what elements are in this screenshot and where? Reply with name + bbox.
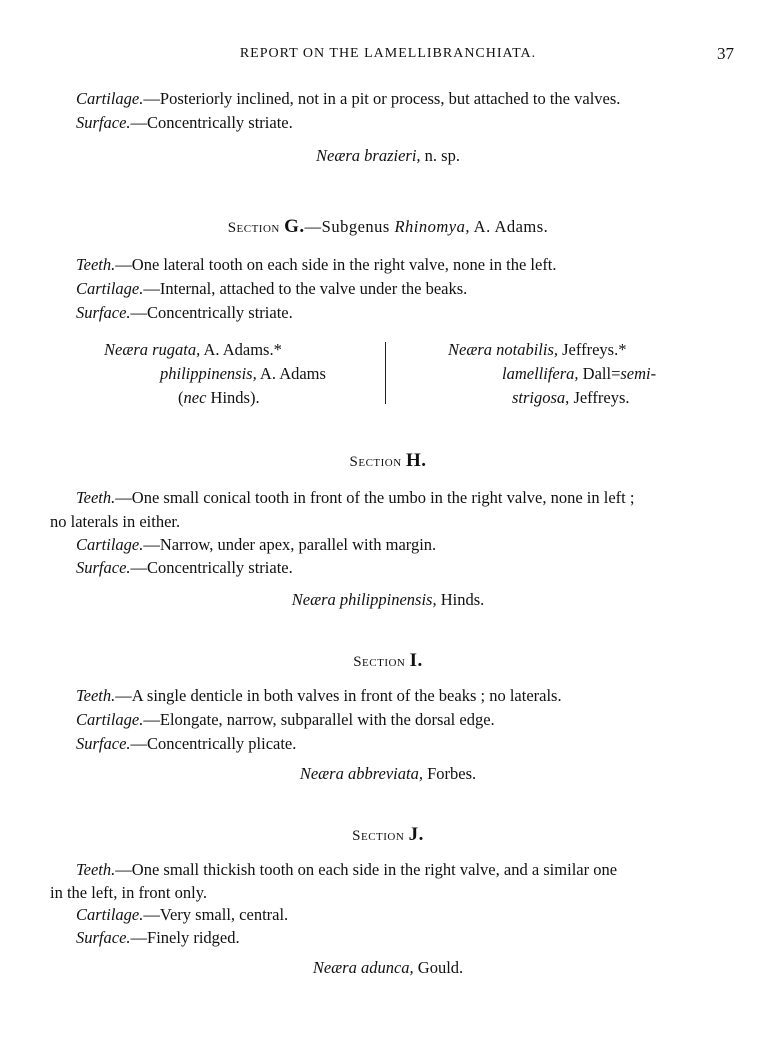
species-author: Gould. xyxy=(413,958,464,977)
species-name: Neæra abbreviata, xyxy=(299,764,423,783)
cartilage-label: Cartilage. xyxy=(76,89,144,108)
species-entry xyxy=(178,388,260,408)
species-author: A. Adams.* xyxy=(200,340,282,359)
surface-text: —Concentrically striate. xyxy=(130,303,293,322)
species-name: Neæra rugata, xyxy=(104,340,201,359)
species-entry xyxy=(512,388,630,408)
surface-text: —Concentrically plicate. xyxy=(130,734,297,753)
teeth-line xyxy=(76,488,634,508)
surface-label: Surface. xyxy=(76,558,131,577)
subgenus-name: Rhinomya, xyxy=(394,217,470,236)
species-name: lamellifera, xyxy=(502,364,579,383)
cartilage-line xyxy=(76,89,620,109)
surface-label: Surface. xyxy=(76,734,131,753)
surface-text: —Finely ridged. xyxy=(130,928,240,947)
species-entry xyxy=(160,364,326,384)
species-line xyxy=(0,958,776,978)
teeth-label: Teeth. xyxy=(76,686,116,705)
surface-line xyxy=(76,928,240,948)
nec-word: nec xyxy=(183,388,207,407)
cartilage-label: Cartilage. xyxy=(76,905,144,924)
section-letter: G. xyxy=(284,216,305,237)
section-letter: J. xyxy=(408,824,424,845)
cartilage-label: Cartilage. xyxy=(76,279,144,298)
cartilage-text: —Internal, attached to the valve under the beaks. xyxy=(143,279,468,298)
paren: ( xyxy=(178,388,184,407)
surface-line xyxy=(76,558,293,578)
column-divider xyxy=(385,342,386,404)
species-line xyxy=(0,590,776,610)
section-label: Section xyxy=(349,454,402,470)
surface-label: Surface. xyxy=(76,303,131,322)
species-name: Neæra adunca, xyxy=(312,958,414,977)
species-name: Neæra notabilis, xyxy=(448,340,559,359)
species-name: Neæra philippinensis, xyxy=(291,590,437,609)
teeth-label: Teeth. xyxy=(76,255,116,274)
teeth-label: Teeth. xyxy=(76,488,116,507)
surface-line xyxy=(76,113,293,133)
section-i-heading xyxy=(0,650,776,672)
species-name: strigosa, xyxy=(512,388,570,407)
section-label: Section xyxy=(353,654,406,670)
section-g-heading xyxy=(0,216,776,238)
teeth-text: —A single denticle in both valves in front of the beaks ; no laterals. xyxy=(115,686,562,705)
teeth-label: Teeth. xyxy=(76,860,116,879)
species-entry xyxy=(448,340,626,360)
surface-text: —Concentrically striate. xyxy=(130,113,293,132)
teeth-text: —One small thickish tooth on each side in the right valve, and a similar one xyxy=(115,860,618,879)
section-h-heading xyxy=(0,450,776,472)
species-author: Jeffreys.* xyxy=(558,340,627,359)
teeth-line xyxy=(76,255,557,275)
cartilage-line xyxy=(76,905,288,925)
cartilage-text: —Posteriorly inclined, not in a pit or process, but attached to the valves. xyxy=(143,89,621,108)
teeth-line xyxy=(76,686,562,706)
teeth-text: —One small conical tooth in front of the umbo in the right valve, none in left ; xyxy=(115,488,635,507)
species-author: Forbes. xyxy=(422,764,477,783)
section-label: Section xyxy=(352,828,405,844)
heading-rest: —Subgenus xyxy=(304,217,395,236)
cartilage-label: Cartilage. xyxy=(76,710,144,729)
surface-line xyxy=(76,303,293,323)
teeth-continuation: no laterals in either. xyxy=(50,512,181,531)
cartilage-line xyxy=(76,710,495,730)
section-j-heading xyxy=(0,824,776,846)
species-entry xyxy=(104,340,282,360)
teeth-text: —One lateral tooth on each side in the right valve, none in the left. xyxy=(115,255,557,274)
teeth-line xyxy=(76,860,617,880)
species-entry xyxy=(502,364,656,384)
species-author: A. Adams xyxy=(256,364,326,383)
cartilage-text: —Narrow, under apex, parallel with margin. xyxy=(143,535,437,554)
cartilage-text: —Very small, central. xyxy=(143,905,289,924)
cartilage-line xyxy=(76,279,467,299)
cartilage-label: Cartilage. xyxy=(76,535,144,554)
surface-label: Surface. xyxy=(76,113,131,132)
page-number: 37 xyxy=(717,44,734,63)
section-label: Section xyxy=(227,220,280,236)
species-line xyxy=(0,764,776,784)
subgenus-author: A. Adams. xyxy=(469,217,549,236)
surface-line xyxy=(76,734,296,754)
cartilage-line xyxy=(76,535,436,555)
species-line xyxy=(0,146,776,166)
cartilage-text: —Elongate, narrow, subparallel with the dorsal edge. xyxy=(143,710,495,729)
species-author: Jeffreys. xyxy=(569,388,630,407)
species-author: Hinds). xyxy=(206,388,260,407)
species-suffix: n. sp. xyxy=(420,146,460,165)
synonym-name: semi- xyxy=(620,364,657,383)
species-author: Dall= xyxy=(578,364,621,383)
section-letter: H. xyxy=(405,450,427,471)
surface-text: —Concentrically striate. xyxy=(130,558,293,577)
teeth-continuation: in the left, in front only. xyxy=(50,883,208,902)
running-header: REPORT ON THE LAMELLIBRANCHIATA. xyxy=(239,46,537,61)
species-name: philippinensis, xyxy=(160,364,257,383)
surface-label: Surface. xyxy=(76,928,131,947)
species-name: Neæra brazieri, xyxy=(316,146,421,165)
section-letter: I. xyxy=(409,650,423,671)
species-author: Hinds. xyxy=(436,590,485,609)
